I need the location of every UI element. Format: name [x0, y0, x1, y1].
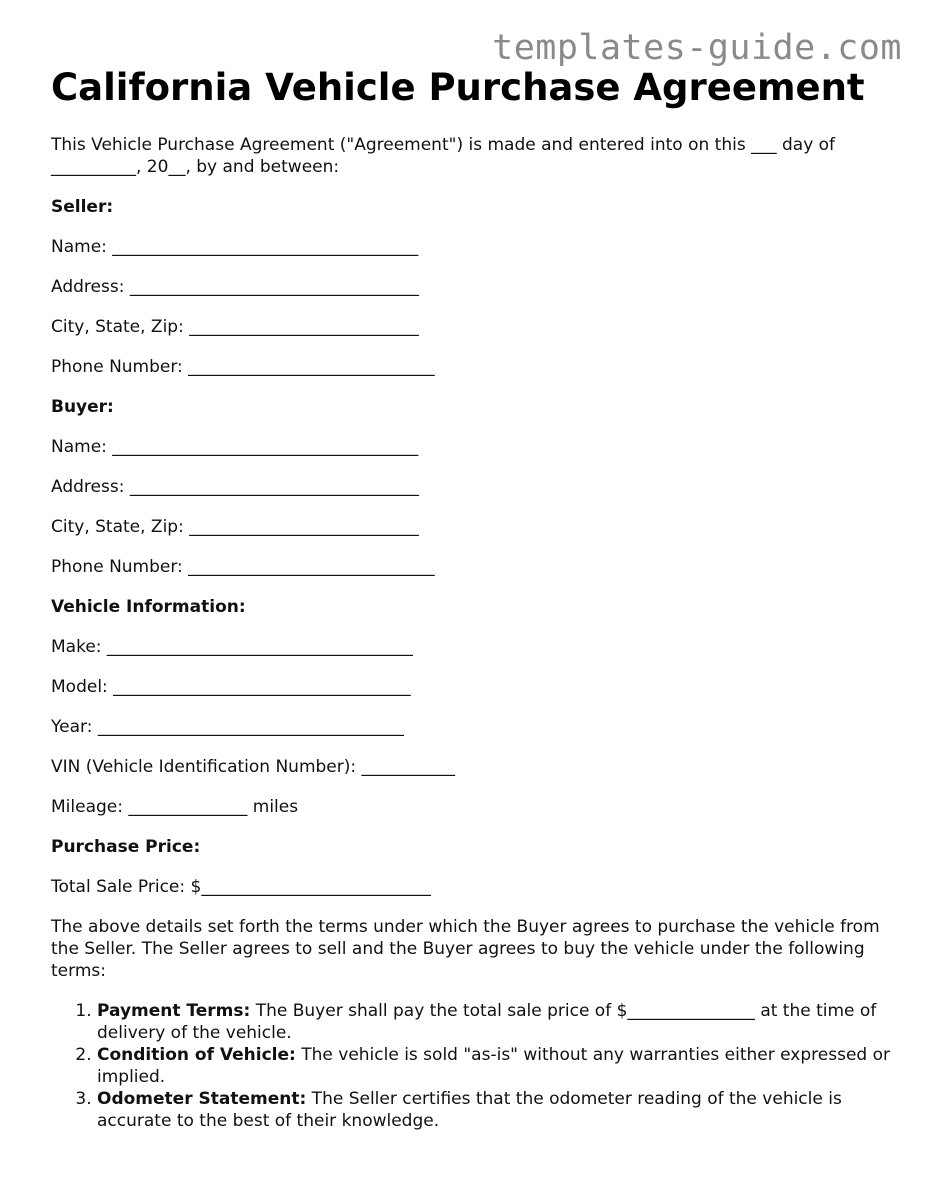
total-sale-price-field[interactable]: Total Sale Price: $___________________________ — [51, 877, 431, 897]
buyer-phone-field[interactable]: Phone Number: _____________________________ — [51, 557, 435, 577]
vehicle-info-heading: Vehicle Information: — [51, 597, 246, 617]
buyer-name-field[interactable]: Name: ____________________________________ — [51, 437, 419, 457]
document-title: California Vehicle Purchase Agreement — [51, 66, 865, 109]
term-text: The Seller certifies that the odometer reading of the vehicle is accurate to the best of their knowledge. — [97, 1089, 842, 1131]
term-text: The Buyer shall pay the total sale price of $_______________ at the time of delivery of the vehicle. — [97, 1001, 877, 1043]
purchase-price-heading: Purchase Price: — [51, 837, 201, 857]
vehicle-make-field[interactable]: Make: ____________________________________ — [51, 637, 413, 657]
seller-name-field[interactable]: Name: ____________________________________ — [51, 237, 419, 257]
term-item-payment — [97, 1000, 896, 1044]
buyer-city-state-zip-field[interactable]: City, State, Zip: ___________________________ — [51, 517, 419, 537]
term-text: The vehicle is sold "as-is" without any warranties either expressed or implied. — [97, 1045, 890, 1087]
term-item-odometer — [97, 1088, 896, 1132]
seller-address-field[interactable]: Address: __________________________________ — [51, 277, 419, 297]
seller-city-state-zip-field[interactable]: City, State, Zip: ___________________________ — [51, 317, 419, 337]
vehicle-model-field[interactable]: Model: ___________________________________ — [51, 677, 411, 697]
watermark-text: templates-guide.com — [492, 28, 902, 68]
buyer-address-field[interactable]: Address: __________________________________ — [51, 477, 419, 497]
terms-list — [51, 1000, 896, 1132]
buyer-heading: Buyer: — [51, 397, 114, 417]
vehicle-year-field[interactable]: Year: ____________________________________ — [51, 717, 404, 737]
term-label: Payment Terms: — [97, 1001, 251, 1021]
term-label: Condition of Vehicle: — [97, 1045, 296, 1065]
term-item-condition — [97, 1044, 896, 1088]
vehicle-vin-field[interactable]: VIN (Vehicle Identification Number): ___________ — [51, 757, 456, 777]
term-label: Odometer Statement: — [97, 1089, 307, 1109]
terms-intro-paragraph: The above details set forth the terms under which the Buyer agrees to purchase the vehicle from the Seller. The Seller agrees to sell and the Buyer agrees to buy the vehicle under the following terms: — [51, 917, 880, 981]
document-body — [51, 66, 896, 1132]
seller-phone-field[interactable]: Phone Number: _____________________________ — [51, 357, 435, 377]
vehicle-mileage-field[interactable]: Mileage: ______________ miles — [51, 797, 299, 817]
seller-heading: Seller: — [51, 197, 114, 217]
intro-paragraph: This Vehicle Purchase Agreement ("Agreement") is made and entered into on this ___ day of __________, 20__, by and between: — [51, 135, 836, 177]
